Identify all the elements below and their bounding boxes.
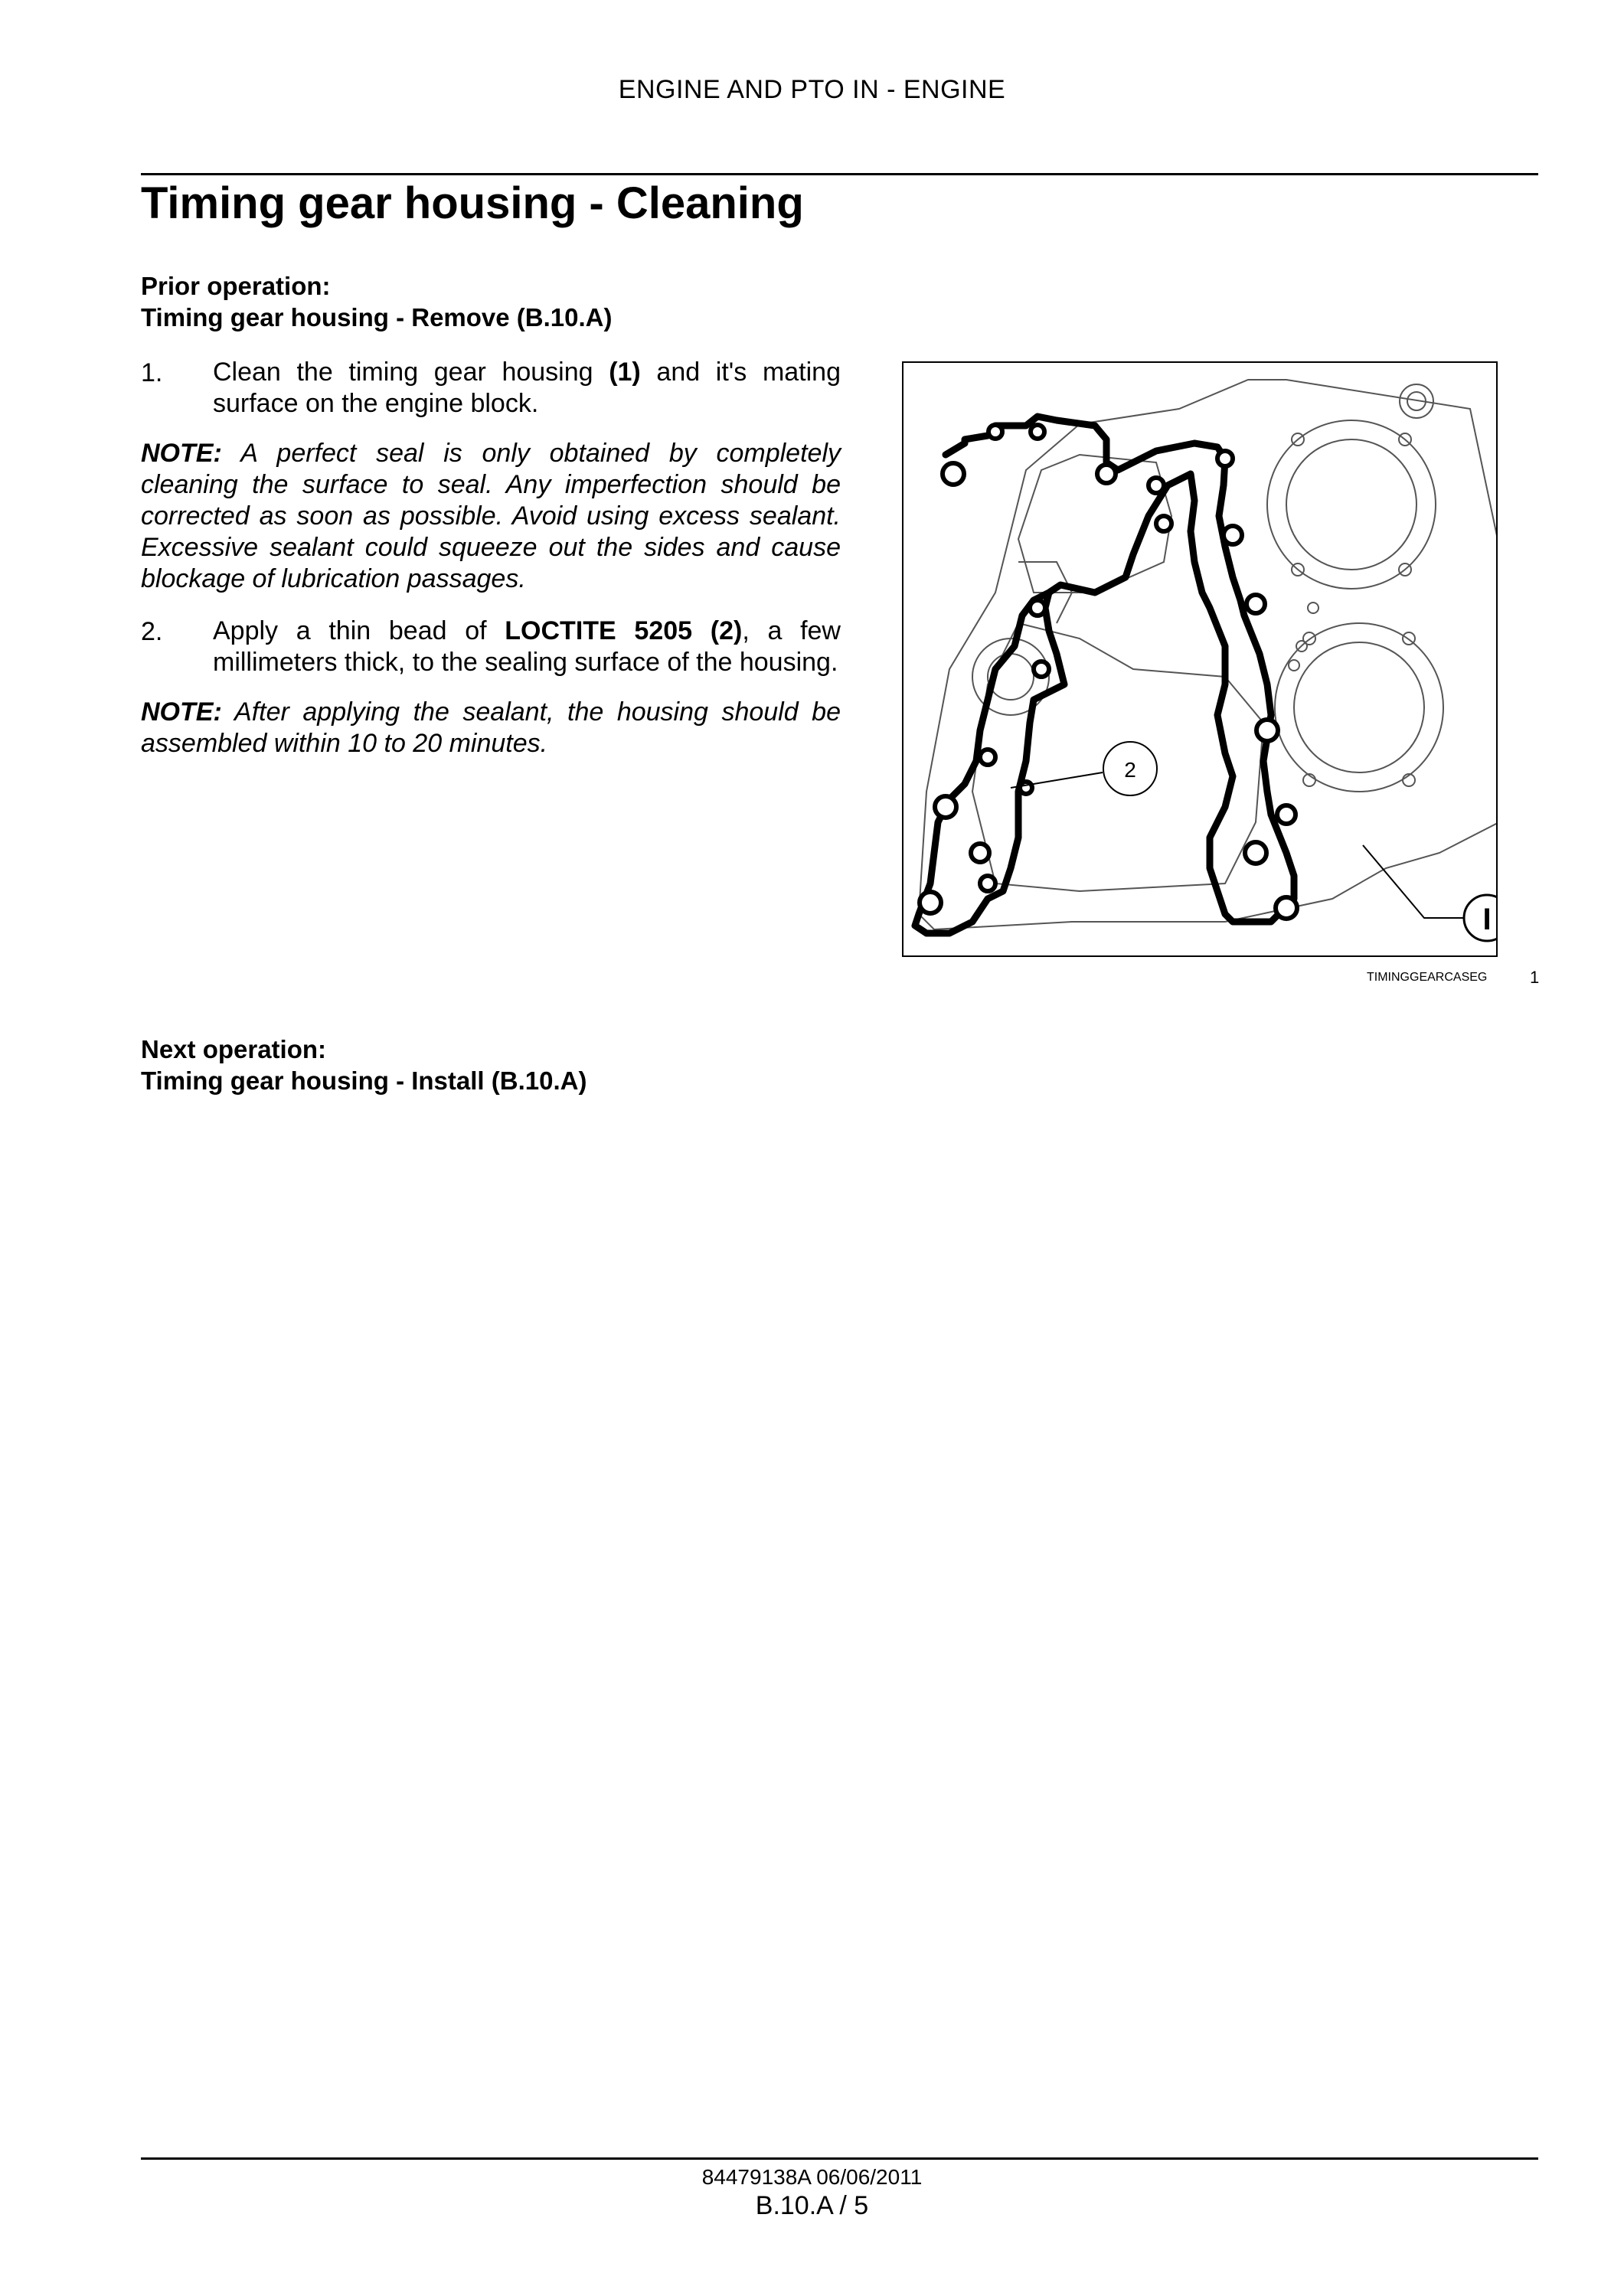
prior-operation-link[interactable]: Timing gear housing - Remove (B.10.A) (141, 303, 613, 331)
step-2-ref: LOCTITE 5205 (2) (505, 616, 743, 645)
footer-rule (141, 2157, 1538, 2160)
figure-caption: TIMINGGEARCASEG (1367, 971, 1488, 984)
footer-page-number: B.10.A / 5 (755, 2191, 869, 2220)
upper-gear-bore (1267, 384, 1436, 589)
step-1-text (213, 357, 841, 420)
note-1 (141, 438, 841, 595)
note-2-label: NOTE: (141, 697, 222, 727)
next-operation-label: Next operation: (141, 1035, 327, 1063)
next-operation-link[interactable]: Timing gear housing - Install (B.10.A) (141, 1066, 587, 1095)
page-header-section: ENGINE AND PTO IN - ENGINE (618, 75, 1006, 104)
prior-operation-label: Prior operation: (141, 272, 331, 300)
note-2 (141, 697, 841, 759)
step-2-text (213, 616, 841, 678)
callout-1-label: I (1482, 903, 1492, 936)
note-1-label: NOTE: (141, 439, 222, 468)
note-1-text: A perfect seal is only obtained by completely cleaning the surface to seal. Any imperfection should be corrected as soon as possible. Avoid using excess sealant. Excessive sealant could squeeze out the sides and cause blockage of lubrication passages. (141, 439, 841, 593)
figure-timing-gear-housing (902, 361, 1498, 957)
step-2-number: 2. (141, 617, 163, 646)
timing-gear-housing-diagram (903, 363, 1496, 955)
figure-number: 1 (1530, 968, 1540, 987)
step-1-text-after: and it's mating surface on the engine block. (213, 358, 841, 418)
footer-document-code: 84479138A 06/06/2011 (701, 2165, 923, 2189)
step-1-ref: (1) (609, 358, 641, 387)
step-1-number: 1. (141, 358, 163, 387)
page-title: Timing gear housing - Cleaning (141, 178, 804, 228)
step-2-text-after: , a few millimeters thick, to the sealing surface of the housing. (213, 616, 841, 677)
note-2-text: After applying the sealant, the housing should be assembled within 10 to 20 minutes. (141, 697, 841, 758)
lower-gear-bore (1275, 603, 1443, 792)
callout-2-label: 2 (1124, 758, 1136, 782)
header-rule (141, 173, 1538, 175)
step-1-text-before: Clean the timing gear housing (213, 358, 609, 387)
sealant-bolt-holes (920, 425, 1297, 919)
callout-1 (1363, 845, 1496, 941)
step-2-text-before: Apply a thin bead of (213, 616, 505, 645)
